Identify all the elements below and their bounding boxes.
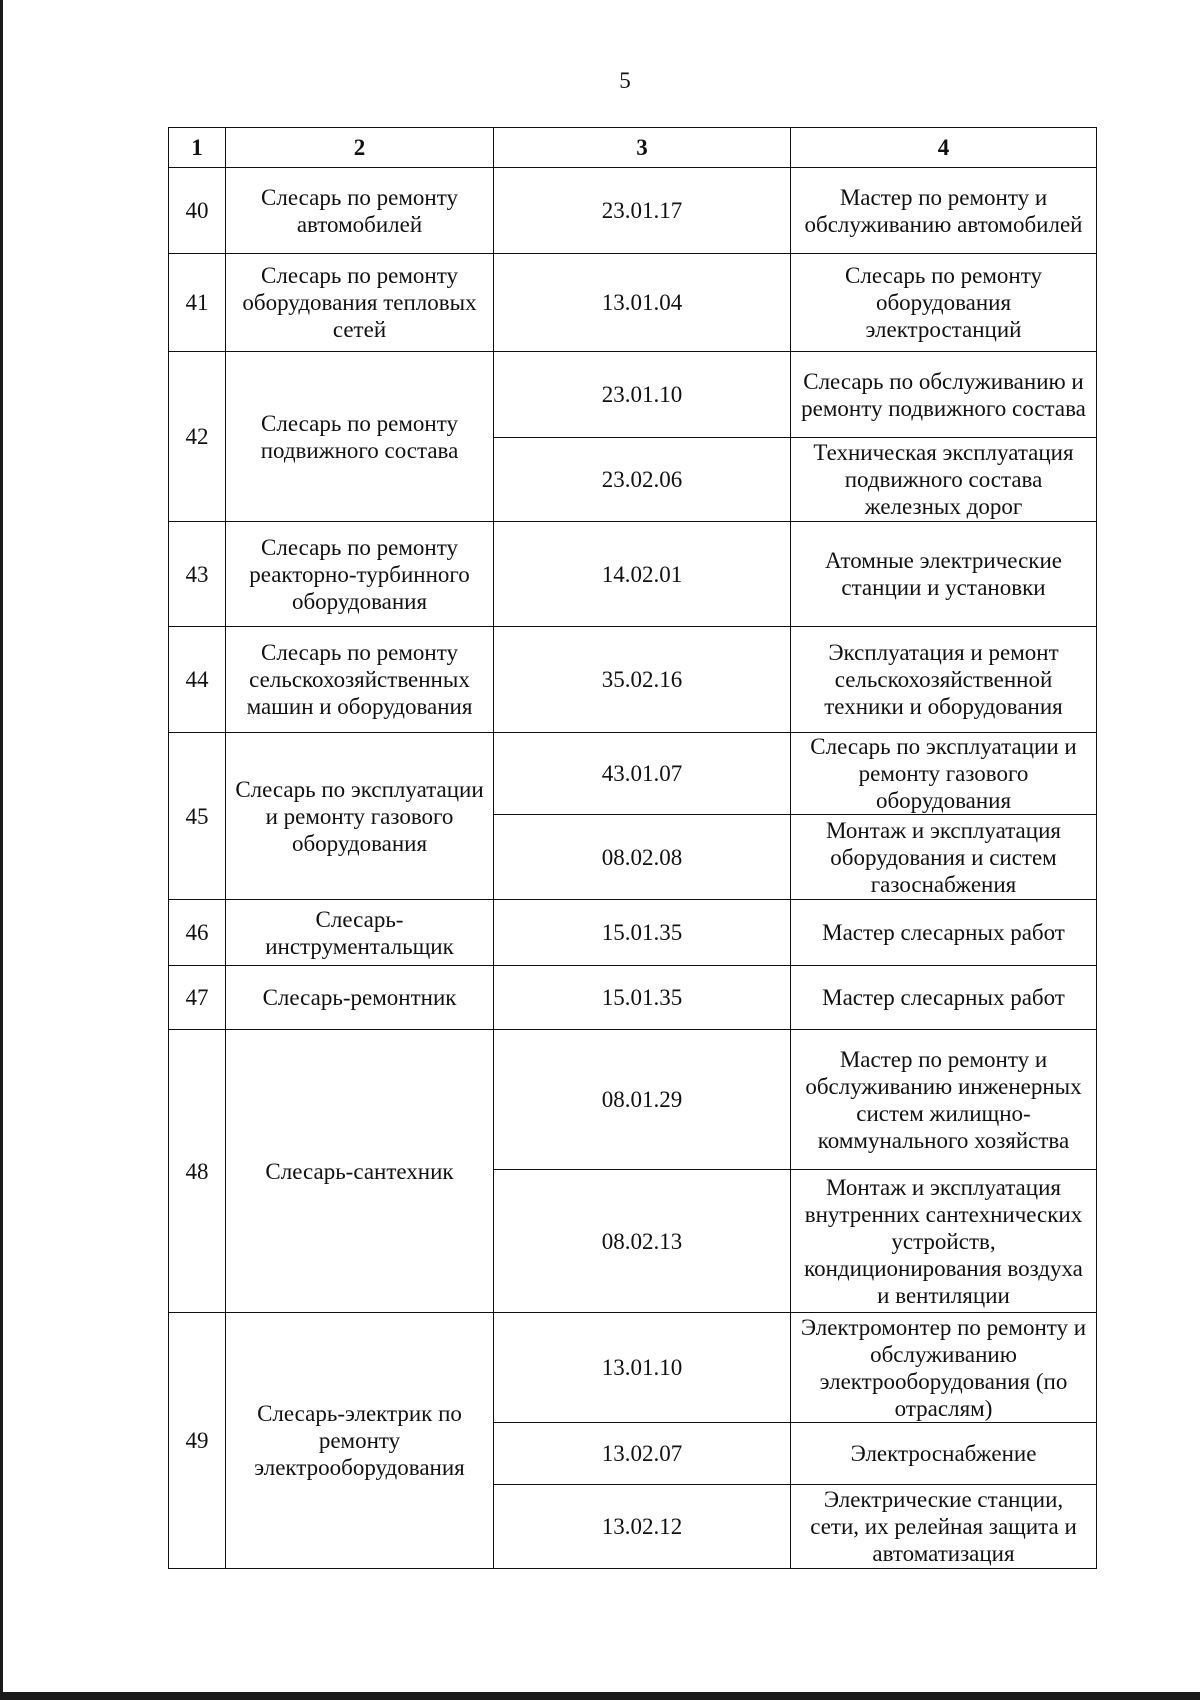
header-cell-2: 2 [226, 128, 494, 168]
profession-title: Слесарь-сантехник [226, 1030, 494, 1313]
table-row [169, 966, 1097, 1030]
table-row [169, 900, 1097, 966]
row-number: 47 [169, 966, 226, 1030]
table-row [169, 522, 1097, 627]
specialty-code: 13.02.12 [494, 1485, 791, 1569]
profession-title: Слесарь по ремонту сельскохозяйственных машин и оборудования [226, 627, 494, 733]
profession-title: Слесарь по ремонту подвижного состава [226, 352, 494, 522]
profession-title: Слесарь по ремонту реакторно-турбинного оборудования [226, 522, 494, 627]
table-row [169, 733, 1097, 815]
profession-title: Слесарь-электрик по ремонту электрооборудования [226, 1313, 494, 1569]
profession-title: Слесарь по ремонту оборудования тепловых сетей [226, 254, 494, 352]
specialty-name: Мастер по ремонту и обслуживанию инженерных систем жилищно-коммунального хозяйства [791, 1030, 1097, 1170]
profession-title: Слесарь-ремонтник [226, 966, 494, 1030]
header-cell-1: 1 [169, 128, 226, 168]
specialty-name: Мастер по ремонту и обслуживанию автомобилей [791, 168, 1097, 254]
specialty-code: 35.02.16 [494, 627, 791, 733]
specialty-code: 08.02.08 [494, 815, 791, 900]
row-number: 44 [169, 627, 226, 733]
profession-title: Слесарь-инструментальщик [226, 900, 494, 966]
specialty-code: 13.01.10 [494, 1313, 791, 1423]
row-number: 42 [169, 352, 226, 522]
specialty-name: Слесарь по ремонту оборудования электростанций [791, 254, 1097, 352]
header-cell-4: 4 [791, 128, 1097, 168]
table-header-row [169, 128, 1097, 168]
row-number: 46 [169, 900, 226, 966]
row-number: 49 [169, 1313, 226, 1569]
specialty-code: 15.01.35 [494, 900, 791, 966]
table-row [169, 168, 1097, 254]
specialty-code: 13.01.04 [494, 254, 791, 352]
row-number: 41 [169, 254, 226, 352]
row-number: 48 [169, 1030, 226, 1313]
scan-edge-bottom [0, 1692, 1200, 1700]
specialty-code: 23.01.10 [494, 352, 791, 438]
specialty-name: Атомные электрические станции и установки [791, 522, 1097, 627]
specialty-name: Монтаж и эксплуатация внутренних сантехнических устройств, кондиционирования воздуха и вентиляции [791, 1170, 1097, 1313]
table-row [169, 352, 1097, 438]
specialty-code: 14.02.01 [494, 522, 791, 627]
specialty-name: Мастер слесарных работ [791, 966, 1097, 1030]
table-row [169, 1030, 1097, 1170]
scan-edge-left [0, 0, 3, 1700]
profession-title: Слесарь по эксплуатации и ремонту газового оборудования [226, 733, 494, 900]
specialty-name: Электромонтер по ремонту и обслуживанию электрооборудования (по отраслям) [791, 1313, 1097, 1423]
specialty-code: 13.02.07 [494, 1423, 791, 1485]
specialty-code: 15.01.35 [494, 966, 791, 1030]
specialty-code: 08.02.13 [494, 1170, 791, 1313]
specialty-name: Монтаж и эксплуатация оборудования и систем газоснабжения [791, 815, 1097, 900]
specialty-name: Электроснабжение [791, 1423, 1097, 1485]
specialty-code: 23.01.17 [494, 168, 791, 254]
header-cell-3: 3 [494, 128, 791, 168]
row-number: 43 [169, 522, 226, 627]
specialty-name: Слесарь по обслуживанию и ремонту подвижного состава [791, 352, 1097, 438]
professions-table [168, 127, 1097, 1569]
specialty-name: Техническая эксплуатация подвижного состава железных дорог [791, 438, 1097, 522]
specialty-name: Электрические станции, сети, их релейная защита и автоматизация [791, 1485, 1097, 1569]
page-number: 5 [619, 68, 631, 93]
specialty-name: Эксплуатация и ремонт сельскохозяйственной техники и оборудования [791, 627, 1097, 733]
table-row [169, 1313, 1097, 1423]
row-number: 45 [169, 733, 226, 900]
row-number: 40 [169, 168, 226, 254]
specialty-code: 08.01.29 [494, 1030, 791, 1170]
specialty-name: Слесарь по эксплуатации и ремонту газового оборудования [791, 733, 1097, 815]
specialty-code: 43.01.07 [494, 733, 791, 815]
table-row [169, 627, 1097, 733]
specialty-name: Мастер слесарных работ [791, 900, 1097, 966]
profession-title: Слесарь по ремонту автомобилей [226, 168, 494, 254]
specialty-code: 23.02.06 [494, 438, 791, 522]
table-row [169, 254, 1097, 352]
